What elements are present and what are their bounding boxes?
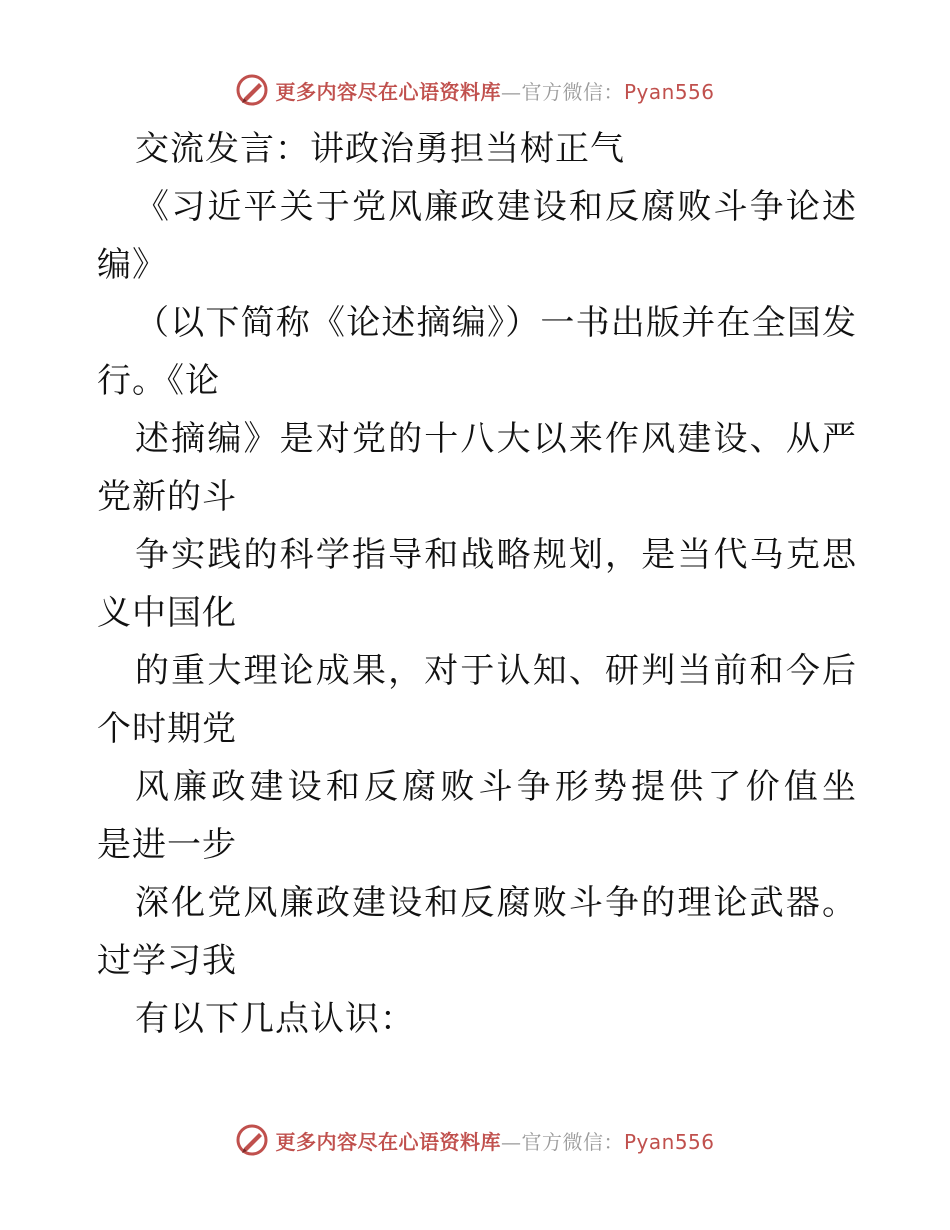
text-line: 行。《论 [97,361,220,401]
text-line: 义中国化 [97,593,237,633]
document-title: 交流发言：讲政治勇担当树正气 [135,129,625,169]
banner-content [235,1123,714,1157]
text-line: 争实践的科学指导和战略规划，是当代马克思 [135,535,857,575]
banner-wechat-id: Pyan556 [623,1129,715,1154]
text-line: 有以下几点认识： [135,999,415,1039]
text-line: 的重大理论成果，对于认知、研判当前和今后 [135,651,857,691]
banner-wechat-label: 官方微信： [521,79,624,104]
document-body [97,120,857,1048]
banner-wechat-label: 官方微信： [521,1129,624,1154]
red-seal-pen-icon [235,73,269,107]
text-line: 《习近平关于党风廉政建设和反腐败斗争论述 [135,187,857,227]
banner-main-text: 更多内容尽在心语资料库 [275,1129,501,1154]
text-line: 党新的斗 [97,477,237,517]
text-line: 述摘编》是对党的十八大以来作风建设、从严 [135,419,857,459]
text-line: 是进一步 [97,825,237,865]
text-line: 个时期党 [97,709,237,749]
header-banner [0,70,950,110]
banner-text [275,76,714,105]
banner-separator: — [500,1129,522,1154]
text-line: 过学习我 [97,941,237,981]
red-seal-pen-icon [235,1123,269,1157]
footer-banner [0,1120,950,1160]
banner-content [235,73,714,107]
banner-main-text: 更多内容尽在心语资料库 [275,79,501,104]
banner-separator: — [500,79,522,104]
text-line: （以下简称《论述摘编》）一书出版并在全国发 [135,303,857,343]
text-line: 深化党风廉政建设和反腐败斗争的理论武器。 [135,883,857,923]
text-line: 编》 [97,245,167,285]
text-line: 风廉政建设和反腐败斗争形势提供了价值坐 [135,767,857,807]
banner-wechat-id: Pyan556 [623,79,715,104]
banner-text [275,1126,714,1155]
